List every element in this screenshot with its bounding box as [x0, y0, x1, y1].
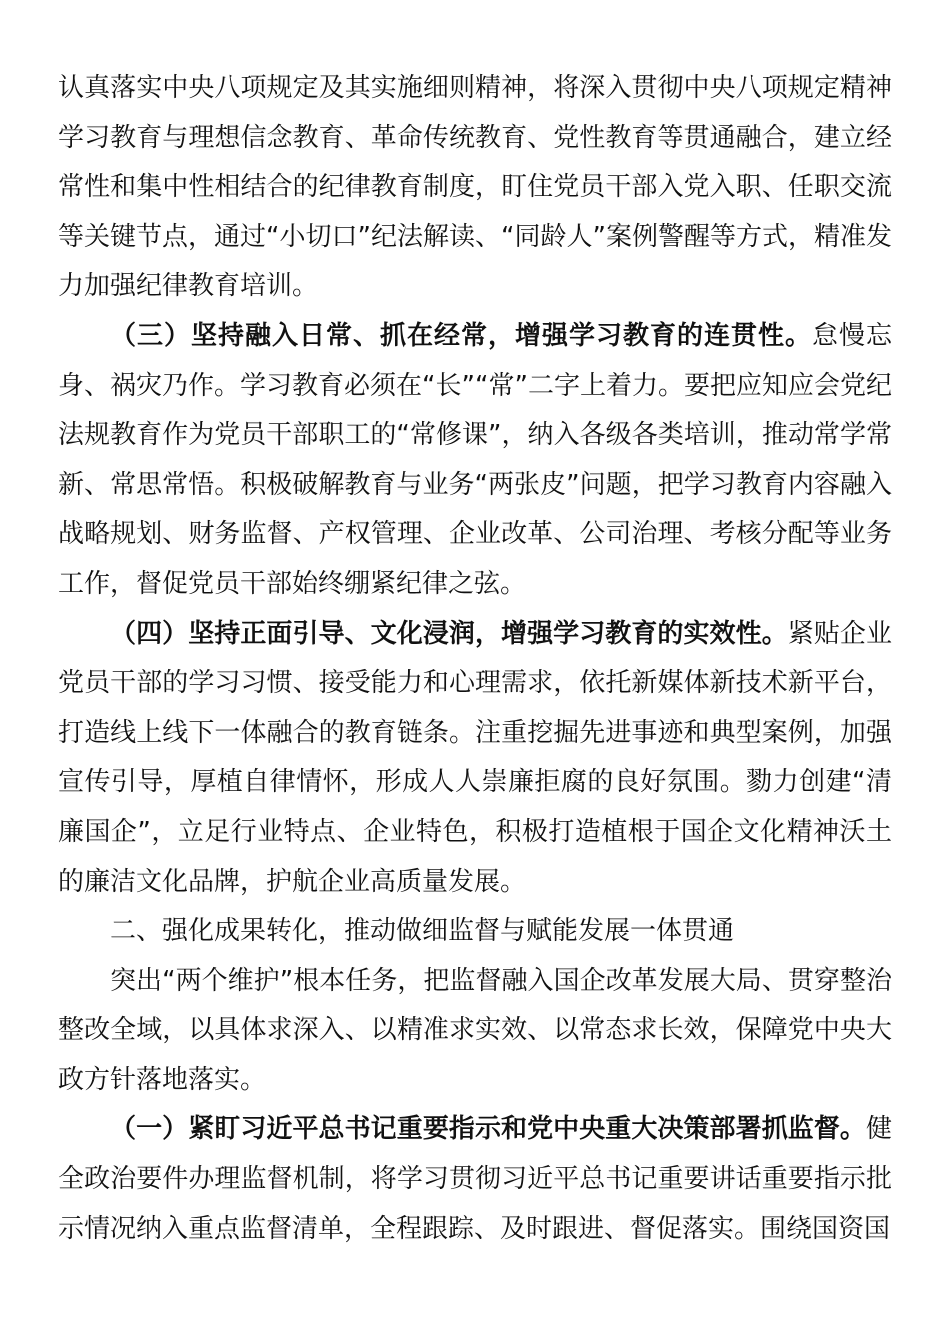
- document-page: [58, 64, 892, 1254]
- paragraph-section-1: [58, 1105, 892, 1254]
- paragraph-continuation: [58, 64, 892, 312]
- section-heading: （一）紧盯习近平总书记重要指示和党中央重大决策部署抓监督。: [110, 1114, 866, 1145]
- paragraph-text: 紧贴企业党员干部的学习习惯、接受能力和心理需求，依托新媒体新技术新平台，打造线上线下一体融合的教育链条。注重挖掘先进事迹和典型案例，加强宣传引导，厚植自律情怀，形成人人崇廉拒腐的良好氛围。勠力创建“清廉国企”，立足行业特点、企业特色，积极打造植根于国企文化精神沃土的廉洁文化品牌，护航企业高质量发展。: [58, 618, 892, 897]
- paragraph-text: 认真落实中央八项规定及其实施细则精神，将深入贯彻中央八项规定精神学习教育与理想信念教育、革命传统教育、党性教育等贯通融合，建立经常性和集中性相结合的纪律教育制度，盯住党员干部入党入职、任职交流等关键节点，通过“小切口”纪法解读、“同龄人”案例警醒等方式，精准发力加强纪律教育培训。: [58, 73, 892, 302]
- chapter-heading: [58, 907, 892, 957]
- paragraph-text: 健全政治要件办理监督机制，将学习贯彻习近平总书记重要讲话重要指示批示情况纳入重点监督清单，全程跟踪、及时跟进、督促落实。围绕国资国: [58, 1114, 892, 1244]
- section-heading: （四）坚持正面引导、文化浸润，增强学习教育的实效性。: [110, 618, 788, 649]
- paragraph-text: 怠慢忘身、祸灾乃作。学习教育必须在“长”“常”二字上着力。要把应知应会党纪法规教育作为党员干部职工的“常修课”，纳入各级各类培训，推动常学常新、常思常悟。积极破解教育与业务“两张皮”问题，把学习教育内容融入战略规划、财务监督、产权管理、企业改革、公司治理、考核分配等业务工作，督促党员干部始终绷紧纪律之弦。: [58, 320, 892, 599]
- paragraph-intro: [58, 957, 892, 1106]
- paragraph-section-3: [58, 312, 892, 610]
- section-heading: （三）坚持融入日常、抓在经常，增强学习教育的连贯性。: [110, 320, 812, 351]
- paragraph-text: 突出“两个维护”根本任务，把监督融入国企改革发展大局、贯穿整治整改全域，以具体求深入、以精准求实效、以常态求长效，保障党中央大政方针落地落实。: [58, 965, 892, 1095]
- paragraph-section-4: [58, 610, 892, 908]
- chapter-heading-text: 二、强化成果转化，推动做细监督与赋能发展一体贯通: [110, 916, 735, 947]
